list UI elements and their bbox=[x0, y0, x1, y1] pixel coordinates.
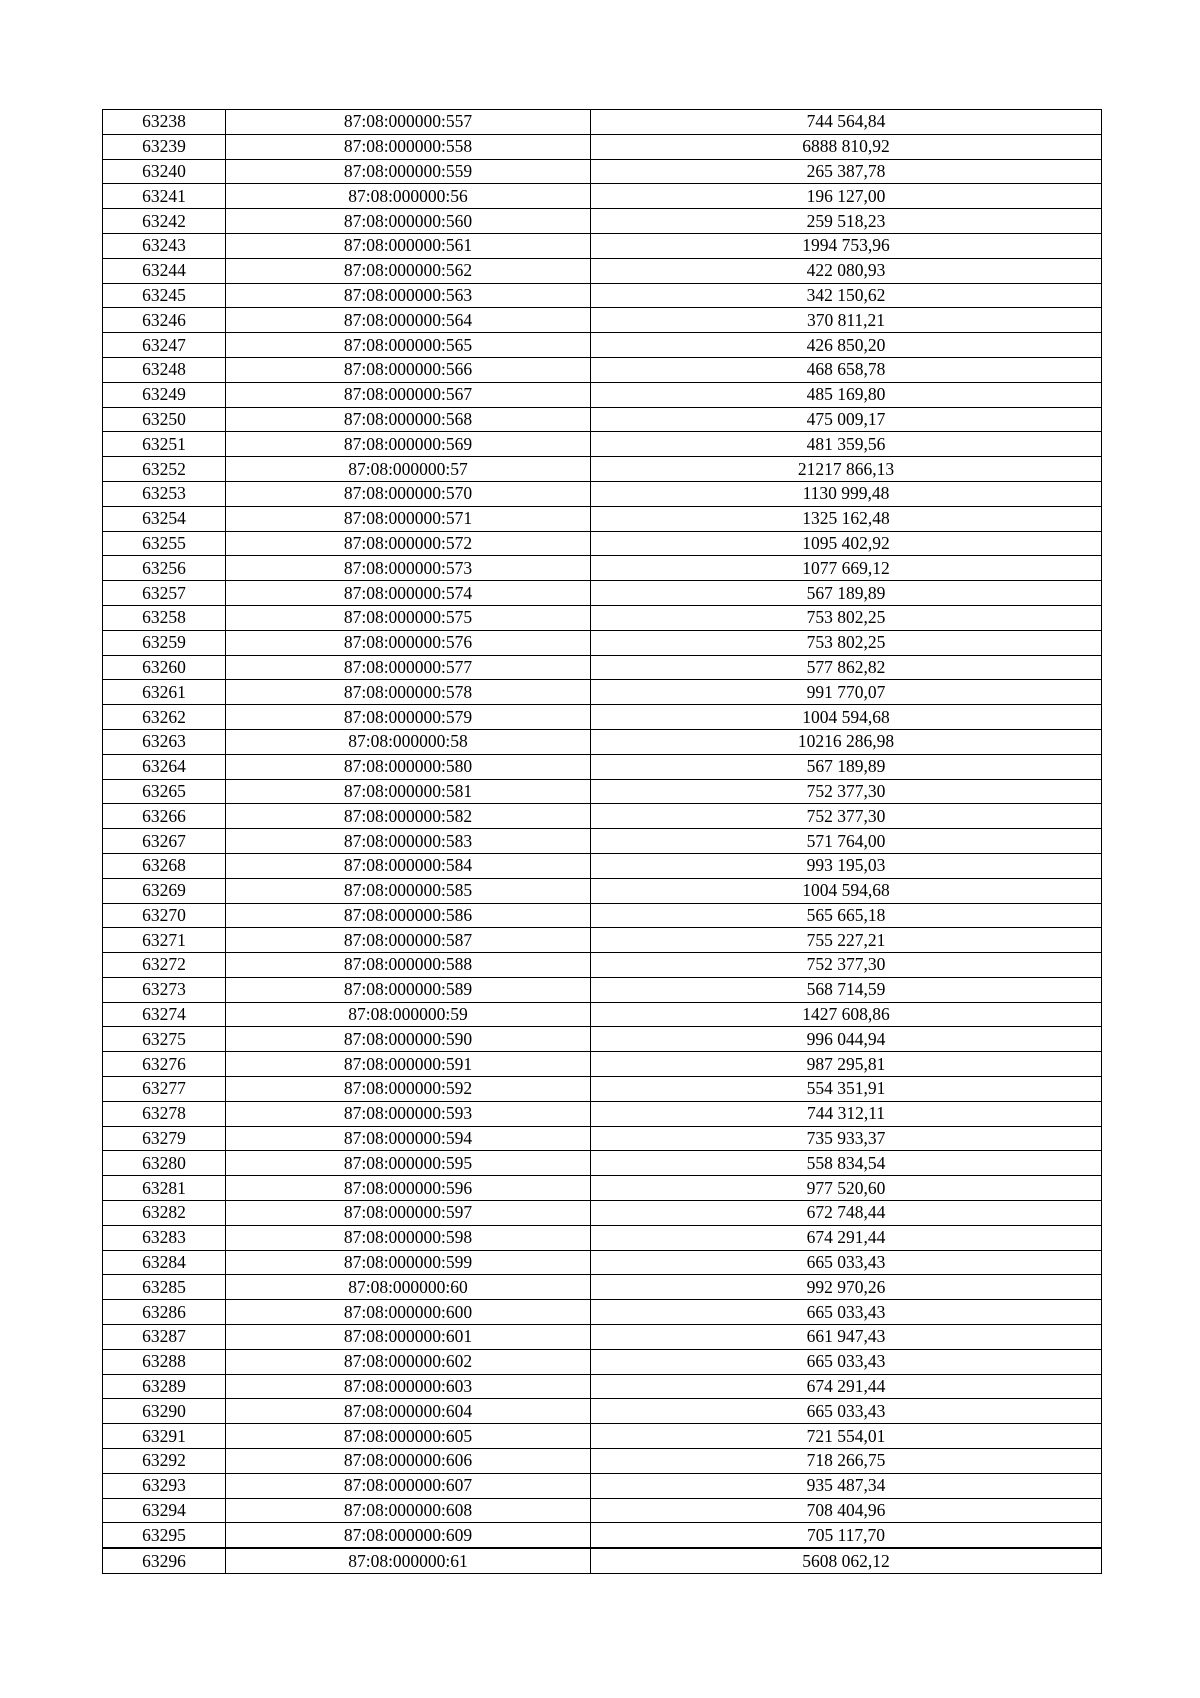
cadastral-number-cell: 87:08:000000:561 bbox=[226, 233, 591, 258]
cadastral-number-cell: 87:08:000000:609 bbox=[226, 1523, 591, 1548]
cadastral-value-cell: 752 377,30 bbox=[591, 779, 1102, 804]
cadastral-value-cell: 665 033,43 bbox=[591, 1399, 1102, 1424]
cadastral-number-cell: 87:08:000000:61 bbox=[226, 1548, 591, 1573]
cadastral-value-cell: 5608 062,12 bbox=[591, 1548, 1102, 1573]
cadastral-number-cell: 87:08:000000:602 bbox=[226, 1349, 591, 1374]
table-row bbox=[103, 110, 1102, 135]
cadastral-number-cell: 87:08:000000:589 bbox=[226, 977, 591, 1002]
row-number-cell: 63261 bbox=[103, 680, 226, 705]
table-row bbox=[103, 556, 1102, 581]
cadastral-number-cell: 87:08:000000:56 bbox=[226, 184, 591, 209]
row-number-cell: 63242 bbox=[103, 209, 226, 234]
cadastral-value-cell: 571 764,00 bbox=[591, 829, 1102, 854]
table-row bbox=[103, 630, 1102, 655]
cadastral-number-cell: 87:08:000000:582 bbox=[226, 804, 591, 829]
row-number-cell: 63249 bbox=[103, 382, 226, 407]
row-number-cell: 63240 bbox=[103, 159, 226, 184]
table-row bbox=[103, 729, 1102, 754]
cadastral-value-cell: 567 189,89 bbox=[591, 581, 1102, 606]
table-row bbox=[103, 903, 1102, 928]
cadastral-number-cell: 87:08:000000:595 bbox=[226, 1151, 591, 1176]
table-row bbox=[103, 134, 1102, 159]
cadastral-value-cell: 370 811,21 bbox=[591, 308, 1102, 333]
row-number-cell: 63279 bbox=[103, 1126, 226, 1151]
cadastral-number-cell: 87:08:000000:565 bbox=[226, 333, 591, 358]
cadastral-value-cell: 993 195,03 bbox=[591, 853, 1102, 878]
cadastral-number-cell: 87:08:000000:58 bbox=[226, 729, 591, 754]
cadastral-value-cell: 259 518,23 bbox=[591, 209, 1102, 234]
row-number-cell: 63276 bbox=[103, 1052, 226, 1077]
cadastral-number-cell: 87:08:000000:586 bbox=[226, 903, 591, 928]
row-number-cell: 63271 bbox=[103, 928, 226, 953]
row-number-cell: 63280 bbox=[103, 1151, 226, 1176]
table-row bbox=[103, 184, 1102, 209]
cadastral-value-cell: 1325 162,48 bbox=[591, 506, 1102, 531]
cadastral-number-cell: 87:08:000000:583 bbox=[226, 829, 591, 854]
table-row bbox=[103, 1101, 1102, 1126]
table-row bbox=[103, 655, 1102, 680]
cadastral-number-cell: 87:08:000000:570 bbox=[226, 481, 591, 506]
cadastral-value-cell: 744 564,84 bbox=[591, 110, 1102, 135]
cadastral-value-cell: 1095 402,92 bbox=[591, 531, 1102, 556]
row-number-cell: 63266 bbox=[103, 804, 226, 829]
cadastral-value-cell: 568 714,59 bbox=[591, 977, 1102, 1002]
table-row bbox=[103, 1399, 1102, 1424]
row-number-cell: 63254 bbox=[103, 506, 226, 531]
cadastral-number-cell: 87:08:000000:569 bbox=[226, 432, 591, 457]
cadastral-value-cell: 567 189,89 bbox=[591, 754, 1102, 779]
row-number-cell: 63251 bbox=[103, 432, 226, 457]
table-row bbox=[103, 308, 1102, 333]
cadastral-number-cell: 87:08:000000:559 bbox=[226, 159, 591, 184]
cadastral-number-cell: 87:08:000000:557 bbox=[226, 110, 591, 135]
cadastral-value-cell: 426 850,20 bbox=[591, 333, 1102, 358]
cadastral-number-cell: 87:08:000000:588 bbox=[226, 953, 591, 978]
row-number-cell: 63239 bbox=[103, 134, 226, 159]
cadastral-value-cell: 665 033,43 bbox=[591, 1349, 1102, 1374]
table-row bbox=[103, 1077, 1102, 1102]
cadastral-number-cell: 87:08:000000:605 bbox=[226, 1424, 591, 1449]
cadastral-number-cell: 87:08:000000:604 bbox=[226, 1399, 591, 1424]
table-row bbox=[103, 258, 1102, 283]
cadastral-value-cell: 672 748,44 bbox=[591, 1201, 1102, 1226]
row-number-cell: 63262 bbox=[103, 705, 226, 730]
cadastral-value-cell: 196 127,00 bbox=[591, 184, 1102, 209]
cadastral-value-cell: 987 295,81 bbox=[591, 1052, 1102, 1077]
row-number-cell: 63246 bbox=[103, 308, 226, 333]
table-row bbox=[103, 878, 1102, 903]
cadastral-value-table bbox=[102, 109, 1102, 1574]
cadastral-number-cell: 87:08:000000:608 bbox=[226, 1498, 591, 1523]
table-row bbox=[103, 1473, 1102, 1498]
row-number-cell: 63252 bbox=[103, 457, 226, 482]
cadastral-number-cell: 87:08:000000:607 bbox=[226, 1473, 591, 1498]
row-number-cell: 63282 bbox=[103, 1201, 226, 1226]
cadastral-value-cell: 554 351,91 bbox=[591, 1077, 1102, 1102]
table-row bbox=[103, 853, 1102, 878]
row-number-cell: 63289 bbox=[103, 1374, 226, 1399]
table-row bbox=[103, 1325, 1102, 1350]
cadastral-number-cell: 87:08:000000:594 bbox=[226, 1126, 591, 1151]
row-number-cell: 63277 bbox=[103, 1077, 226, 1102]
row-number-cell: 63260 bbox=[103, 655, 226, 680]
table-row bbox=[103, 1548, 1102, 1573]
cadastral-value-cell: 708 404,96 bbox=[591, 1498, 1102, 1523]
table-row bbox=[103, 953, 1102, 978]
cadastral-number-cell: 87:08:000000:598 bbox=[226, 1225, 591, 1250]
cadastral-value-cell: 735 933,37 bbox=[591, 1126, 1102, 1151]
cadastral-value-cell: 991 770,07 bbox=[591, 680, 1102, 705]
cadastral-number-cell: 87:08:000000:572 bbox=[226, 531, 591, 556]
cadastral-value-cell: 705 117,70 bbox=[591, 1523, 1102, 1548]
cadastral-number-cell: 87:08:000000:57 bbox=[226, 457, 591, 482]
table-row bbox=[103, 1126, 1102, 1151]
cadastral-value-cell: 342 150,62 bbox=[591, 283, 1102, 308]
row-number-cell: 63250 bbox=[103, 407, 226, 432]
table-row bbox=[103, 680, 1102, 705]
cadastral-value-cell: 935 487,34 bbox=[591, 1473, 1102, 1498]
cadastral-number-cell: 87:08:000000:558 bbox=[226, 134, 591, 159]
cadastral-value-cell: 1004 594,68 bbox=[591, 878, 1102, 903]
row-number-cell: 63265 bbox=[103, 779, 226, 804]
row-number-cell: 63268 bbox=[103, 853, 226, 878]
cadastral-value-cell: 992 970,26 bbox=[591, 1275, 1102, 1300]
table-row bbox=[103, 1027, 1102, 1052]
table-row bbox=[103, 1176, 1102, 1201]
row-number-cell: 63283 bbox=[103, 1225, 226, 1250]
cadastral-number-cell: 87:08:000000:601 bbox=[226, 1325, 591, 1350]
row-number-cell: 63274 bbox=[103, 1002, 226, 1027]
cadastral-number-cell: 87:08:000000:571 bbox=[226, 506, 591, 531]
cadastral-number-cell: 87:08:000000:590 bbox=[226, 1027, 591, 1052]
table-body bbox=[103, 110, 1102, 1574]
row-number-cell: 63287 bbox=[103, 1325, 226, 1350]
row-number-cell: 63286 bbox=[103, 1300, 226, 1325]
cadastral-number-cell: 87:08:000000:581 bbox=[226, 779, 591, 804]
table-row bbox=[103, 1052, 1102, 1077]
row-number-cell: 63296 bbox=[103, 1548, 226, 1573]
cadastral-value-cell: 752 377,30 bbox=[591, 953, 1102, 978]
cadastral-value-cell: 744 312,11 bbox=[591, 1101, 1102, 1126]
table-row bbox=[103, 1250, 1102, 1275]
row-number-cell: 63238 bbox=[103, 110, 226, 135]
cadastral-number-cell: 87:08:000000:591 bbox=[226, 1052, 591, 1077]
cadastral-number-cell: 87:08:000000:566 bbox=[226, 357, 591, 382]
table-row bbox=[103, 1300, 1102, 1325]
table-row bbox=[103, 754, 1102, 779]
cadastral-number-cell: 87:08:000000:575 bbox=[226, 605, 591, 630]
row-number-cell: 63291 bbox=[103, 1424, 226, 1449]
cadastral-number-cell: 87:08:000000:577 bbox=[226, 655, 591, 680]
cadastral-value-cell: 468 658,78 bbox=[591, 357, 1102, 382]
row-number-cell: 63264 bbox=[103, 754, 226, 779]
row-number-cell: 63256 bbox=[103, 556, 226, 581]
table-row bbox=[103, 928, 1102, 953]
table-row bbox=[103, 209, 1102, 234]
cadastral-value-cell: 6888 810,92 bbox=[591, 134, 1102, 159]
table-row bbox=[103, 159, 1102, 184]
cadastral-number-cell: 87:08:000000:597 bbox=[226, 1201, 591, 1226]
cadastral-number-cell: 87:08:000000:568 bbox=[226, 407, 591, 432]
cadastral-number-cell: 87:08:000000:574 bbox=[226, 581, 591, 606]
cadastral-value-cell: 755 227,21 bbox=[591, 928, 1102, 953]
cadastral-number-cell: 87:08:000000:579 bbox=[226, 705, 591, 730]
cadastral-number-cell: 87:08:000000:584 bbox=[226, 853, 591, 878]
cadastral-number-cell: 87:08:000000:587 bbox=[226, 928, 591, 953]
row-number-cell: 63244 bbox=[103, 258, 226, 283]
cadastral-number-cell: 87:08:000000:585 bbox=[226, 878, 591, 903]
cadastral-number-cell: 87:08:000000:567 bbox=[226, 382, 591, 407]
cadastral-value-cell: 10216 286,98 bbox=[591, 729, 1102, 754]
cadastral-number-cell: 87:08:000000:560 bbox=[226, 209, 591, 234]
table-row bbox=[103, 1498, 1102, 1523]
table-row bbox=[103, 1374, 1102, 1399]
table-row bbox=[103, 531, 1102, 556]
row-number-cell: 63255 bbox=[103, 531, 226, 556]
cadastral-value-cell: 721 554,01 bbox=[591, 1424, 1102, 1449]
row-number-cell: 63273 bbox=[103, 977, 226, 1002]
table-row bbox=[103, 1002, 1102, 1027]
table-row bbox=[103, 1225, 1102, 1250]
cadastral-value-cell: 577 862,82 bbox=[591, 655, 1102, 680]
row-number-cell: 63253 bbox=[103, 481, 226, 506]
table-row bbox=[103, 382, 1102, 407]
cadastral-value-cell: 996 044,94 bbox=[591, 1027, 1102, 1052]
cadastral-value-cell: 661 947,43 bbox=[591, 1325, 1102, 1350]
cadastral-value-cell: 1130 999,48 bbox=[591, 481, 1102, 506]
table-row bbox=[103, 977, 1102, 1002]
row-number-cell: 63267 bbox=[103, 829, 226, 854]
row-number-cell: 63248 bbox=[103, 357, 226, 382]
cadastral-number-cell: 87:08:000000:603 bbox=[226, 1374, 591, 1399]
table-row bbox=[103, 1201, 1102, 1226]
cadastral-value-cell: 674 291,44 bbox=[591, 1225, 1102, 1250]
table-row bbox=[103, 605, 1102, 630]
row-number-cell: 63258 bbox=[103, 605, 226, 630]
row-number-cell: 63284 bbox=[103, 1250, 226, 1275]
row-number-cell: 63295 bbox=[103, 1523, 226, 1548]
table-row bbox=[103, 1151, 1102, 1176]
row-number-cell: 63241 bbox=[103, 184, 226, 209]
cadastral-value-cell: 21217 866,13 bbox=[591, 457, 1102, 482]
cadastral-value-cell: 558 834,54 bbox=[591, 1151, 1102, 1176]
row-number-cell: 63275 bbox=[103, 1027, 226, 1052]
cadastral-value-cell: 1994 753,96 bbox=[591, 233, 1102, 258]
row-number-cell: 63285 bbox=[103, 1275, 226, 1300]
row-number-cell: 63294 bbox=[103, 1498, 226, 1523]
table-row bbox=[103, 432, 1102, 457]
cadastral-number-cell: 87:08:000000:593 bbox=[226, 1101, 591, 1126]
table-row bbox=[103, 506, 1102, 531]
cadastral-value-cell: 674 291,44 bbox=[591, 1374, 1102, 1399]
table-row bbox=[103, 705, 1102, 730]
row-number-cell: 63288 bbox=[103, 1349, 226, 1374]
table-row bbox=[103, 407, 1102, 432]
cadastral-value-cell: 977 520,60 bbox=[591, 1176, 1102, 1201]
cadastral-number-cell: 87:08:000000:606 bbox=[226, 1449, 591, 1474]
cadastral-value-cell: 485 169,80 bbox=[591, 382, 1102, 407]
table-row bbox=[103, 829, 1102, 854]
cadastral-number-cell: 87:08:000000:59 bbox=[226, 1002, 591, 1027]
cadastral-value-cell: 475 009,17 bbox=[591, 407, 1102, 432]
cadastral-value-cell: 665 033,43 bbox=[591, 1250, 1102, 1275]
row-number-cell: 63263 bbox=[103, 729, 226, 754]
row-number-cell: 63293 bbox=[103, 1473, 226, 1498]
row-number-cell: 63259 bbox=[103, 630, 226, 655]
cadastral-value-cell: 565 665,18 bbox=[591, 903, 1102, 928]
cadastral-value-cell: 753 802,25 bbox=[591, 630, 1102, 655]
cadastral-value-cell: 753 802,25 bbox=[591, 605, 1102, 630]
row-number-cell: 63245 bbox=[103, 283, 226, 308]
table-row bbox=[103, 804, 1102, 829]
cadastral-value-cell: 752 377,30 bbox=[591, 804, 1102, 829]
cadastral-value-cell: 1077 669,12 bbox=[591, 556, 1102, 581]
row-number-cell: 63272 bbox=[103, 953, 226, 978]
table-row bbox=[103, 357, 1102, 382]
cadastral-value-cell: 718 266,75 bbox=[591, 1449, 1102, 1474]
table-row bbox=[103, 1523, 1102, 1548]
cadastral-number-cell: 87:08:000000:573 bbox=[226, 556, 591, 581]
cadastral-number-cell: 87:08:000000:600 bbox=[226, 1300, 591, 1325]
table-row bbox=[103, 333, 1102, 358]
cadastral-number-cell: 87:08:000000:562 bbox=[226, 258, 591, 283]
cadastral-value-cell: 1427 608,86 bbox=[591, 1002, 1102, 1027]
table-row bbox=[103, 233, 1102, 258]
cadastral-number-cell: 87:08:000000:599 bbox=[226, 1250, 591, 1275]
row-number-cell: 63281 bbox=[103, 1176, 226, 1201]
table-row bbox=[103, 581, 1102, 606]
cadastral-value-cell: 1004 594,68 bbox=[591, 705, 1102, 730]
table-row bbox=[103, 283, 1102, 308]
table-row bbox=[103, 1424, 1102, 1449]
table-row bbox=[103, 457, 1102, 482]
cadastral-number-cell: 87:08:000000:564 bbox=[226, 308, 591, 333]
row-number-cell: 63290 bbox=[103, 1399, 226, 1424]
row-number-cell: 63243 bbox=[103, 233, 226, 258]
cadastral-number-cell: 87:08:000000:563 bbox=[226, 283, 591, 308]
cadastral-number-cell: 87:08:000000:580 bbox=[226, 754, 591, 779]
cadastral-value-cell: 265 387,78 bbox=[591, 159, 1102, 184]
cadastral-value-cell: 665 033,43 bbox=[591, 1300, 1102, 1325]
cadastral-value-cell: 481 359,56 bbox=[591, 432, 1102, 457]
table-row bbox=[103, 481, 1102, 506]
row-number-cell: 63292 bbox=[103, 1449, 226, 1474]
row-number-cell: 63278 bbox=[103, 1101, 226, 1126]
cadastral-number-cell: 87:08:000000:576 bbox=[226, 630, 591, 655]
cadastral-number-cell: 87:08:000000:596 bbox=[226, 1176, 591, 1201]
row-number-cell: 63257 bbox=[103, 581, 226, 606]
table-row bbox=[103, 779, 1102, 804]
row-number-cell: 63247 bbox=[103, 333, 226, 358]
cadastral-number-cell: 87:08:000000:578 bbox=[226, 680, 591, 705]
table-row bbox=[103, 1349, 1102, 1374]
cadastral-value-cell: 422 080,93 bbox=[591, 258, 1102, 283]
cadastral-number-cell: 87:08:000000:60 bbox=[226, 1275, 591, 1300]
cadastral-number-cell: 87:08:000000:592 bbox=[226, 1077, 591, 1102]
row-number-cell: 63270 bbox=[103, 903, 226, 928]
table-row bbox=[103, 1275, 1102, 1300]
row-number-cell: 63269 bbox=[103, 878, 226, 903]
table-row bbox=[103, 1449, 1102, 1474]
